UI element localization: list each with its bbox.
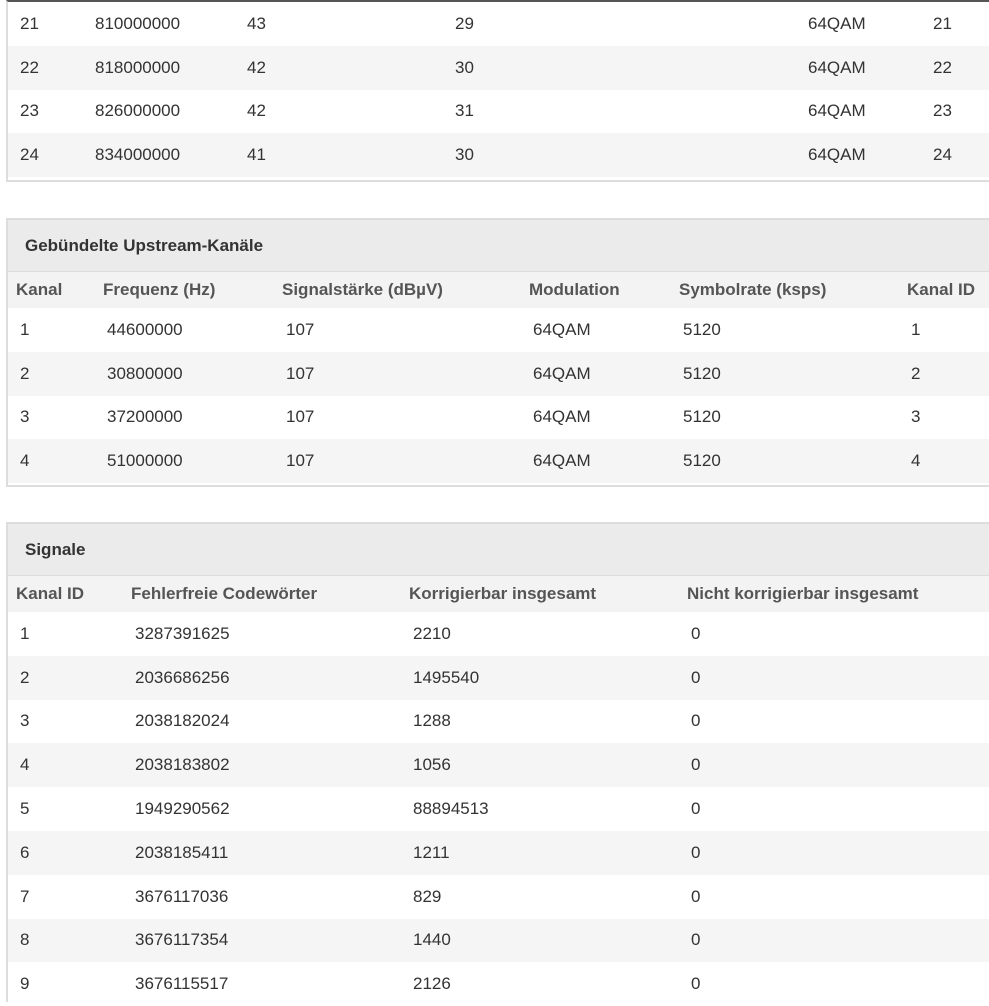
table-cell: 0 [679, 831, 989, 875]
table-row [8, 831, 989, 875]
table-row [8, 962, 989, 1006]
table-cell: 818000000 [83, 46, 235, 90]
table-cell: 810000000 [83, 2, 235, 46]
table-cell: 5 [8, 787, 123, 831]
table-cell: 4 [899, 439, 989, 483]
table-row [8, 700, 989, 744]
col-kanal-id: Kanal ID [899, 272, 989, 308]
table-row [8, 396, 989, 440]
table-row [8, 2, 989, 46]
table-cell: 29 [443, 2, 796, 46]
table-cell: 64QAM [521, 396, 671, 440]
table-cell: 2 [8, 656, 123, 700]
table-cell: 1440 [401, 919, 679, 963]
table-cell: 2038185411 [123, 831, 401, 875]
signals-table [8, 576, 989, 1006]
upstream-table [8, 272, 989, 483]
table-cell: 1495540 [401, 656, 679, 700]
table-cell: 22 [921, 46, 989, 90]
table-cell: 3 [899, 396, 989, 440]
table-cell: 1 [899, 308, 989, 352]
table-cell: 41 [235, 133, 443, 177]
table-cell: 829 [401, 875, 679, 919]
table-cell: 2038182024 [123, 700, 401, 744]
table-cell: 107 [274, 308, 521, 352]
table-row [8, 656, 989, 700]
table-cell: 37200000 [95, 396, 274, 440]
table-cell: 7 [8, 875, 123, 919]
table-cell: 2126 [401, 962, 679, 1006]
col-korrigierbar: Korrigierbar insgesamt [401, 576, 679, 612]
table-cell: 3 [8, 396, 95, 440]
table-cell: 22 [8, 46, 83, 90]
table-cell: 1 [8, 612, 123, 656]
table-row [8, 787, 989, 831]
table-cell: 3676117354 [123, 919, 401, 963]
table-cell: 24 [8, 133, 83, 177]
table-row [8, 919, 989, 963]
upstream-panel-title: Gebündelte Upstream-Kanäle [8, 220, 989, 272]
table-cell: 64QAM [521, 308, 671, 352]
table-cell: 88894513 [401, 787, 679, 831]
col-frequenz: Frequenz (Hz) [95, 272, 274, 308]
table-cell: 4 [8, 743, 123, 787]
table-cell: 2038183802 [123, 743, 401, 787]
table-row [8, 743, 989, 787]
table-cell: 21 [8, 2, 83, 46]
table-row [8, 875, 989, 919]
table-cell: 0 [679, 919, 989, 963]
table-cell: 64QAM [796, 133, 921, 177]
upstream-tbody [8, 308, 989, 483]
table-cell: 826000000 [83, 90, 235, 134]
table-row [8, 133, 989, 177]
table-cell: 107 [274, 439, 521, 483]
table-cell: 0 [679, 743, 989, 787]
table-cell: 0 [679, 875, 989, 919]
table-cell: 3676117036 [123, 875, 401, 919]
downstream-tbody [8, 2, 989, 177]
table-cell: 107 [274, 396, 521, 440]
table-cell: 2 [8, 352, 95, 396]
table-cell: 31 [443, 90, 796, 134]
table-cell: 9 [8, 962, 123, 1006]
table-cell: 30800000 [95, 352, 274, 396]
table-cell: 64QAM [521, 439, 671, 483]
signals-panel-title: Signale [8, 524, 989, 576]
table-cell: 8 [8, 919, 123, 963]
table-cell: 4 [8, 439, 95, 483]
table-cell: 1288 [401, 700, 679, 744]
table-cell: 1949290562 [123, 787, 401, 831]
table-cell: 51000000 [95, 439, 274, 483]
signals-panel [6, 522, 989, 1002]
col-modulation: Modulation [521, 272, 671, 308]
table-row [8, 352, 989, 396]
downstream-panel [6, 0, 989, 182]
col-signalstaerke: Signalstärke (dBµV) [274, 272, 521, 308]
table-cell: 3 [8, 700, 123, 744]
col-fehlerfreie-codewoerter: Fehlerfreie Codewörter [123, 576, 401, 612]
table-row [8, 90, 989, 134]
table-cell: 64QAM [796, 2, 921, 46]
downstream-table [8, 2, 989, 177]
table-row [8, 439, 989, 483]
table-cell: 5120 [671, 352, 899, 396]
table-row [8, 46, 989, 90]
upstream-header-row [8, 272, 989, 308]
table-cell: 2210 [401, 612, 679, 656]
table-cell: 30 [443, 133, 796, 177]
table-cell: 42 [235, 90, 443, 134]
table-cell: 0 [679, 962, 989, 1006]
table-cell: 64QAM [796, 46, 921, 90]
table-cell: 24 [921, 133, 989, 177]
table-cell: 3676115517 [123, 962, 401, 1006]
table-cell: 0 [679, 656, 989, 700]
table-cell: 6 [8, 831, 123, 875]
table-cell: 21 [921, 2, 989, 46]
table-row [8, 612, 989, 656]
table-cell: 2 [899, 352, 989, 396]
signals-tbody [8, 612, 989, 1006]
table-cell: 5120 [671, 308, 899, 352]
table-cell: 64QAM [521, 352, 671, 396]
table-cell: 5120 [671, 439, 899, 483]
col-symbolrate: Symbolrate (ksps) [671, 272, 899, 308]
table-cell: 0 [679, 612, 989, 656]
table-cell: 0 [679, 787, 989, 831]
table-cell: 1056 [401, 743, 679, 787]
table-cell: 23 [921, 90, 989, 134]
table-cell: 23 [8, 90, 83, 134]
table-cell: 5120 [671, 396, 899, 440]
signals-header-row [8, 576, 989, 612]
table-cell: 1211 [401, 831, 679, 875]
table-cell: 1 [8, 308, 95, 352]
upstream-panel [6, 218, 989, 487]
table-cell: 3287391625 [123, 612, 401, 656]
table-cell: 107 [274, 352, 521, 396]
col-kanal-id: Kanal ID [8, 576, 123, 612]
table-cell: 30 [443, 46, 796, 90]
table-cell: 2036686256 [123, 656, 401, 700]
table-cell: 43 [235, 2, 443, 46]
table-cell: 834000000 [83, 133, 235, 177]
col-kanal: Kanal [8, 272, 95, 308]
col-nicht-korrigierbar: Nicht korrigierbar insgesamt [679, 576, 989, 612]
table-cell: 44600000 [95, 308, 274, 352]
table-cell: 64QAM [796, 90, 921, 134]
table-cell: 0 [679, 700, 989, 744]
table-cell: 42 [235, 46, 443, 90]
table-row [8, 308, 989, 352]
